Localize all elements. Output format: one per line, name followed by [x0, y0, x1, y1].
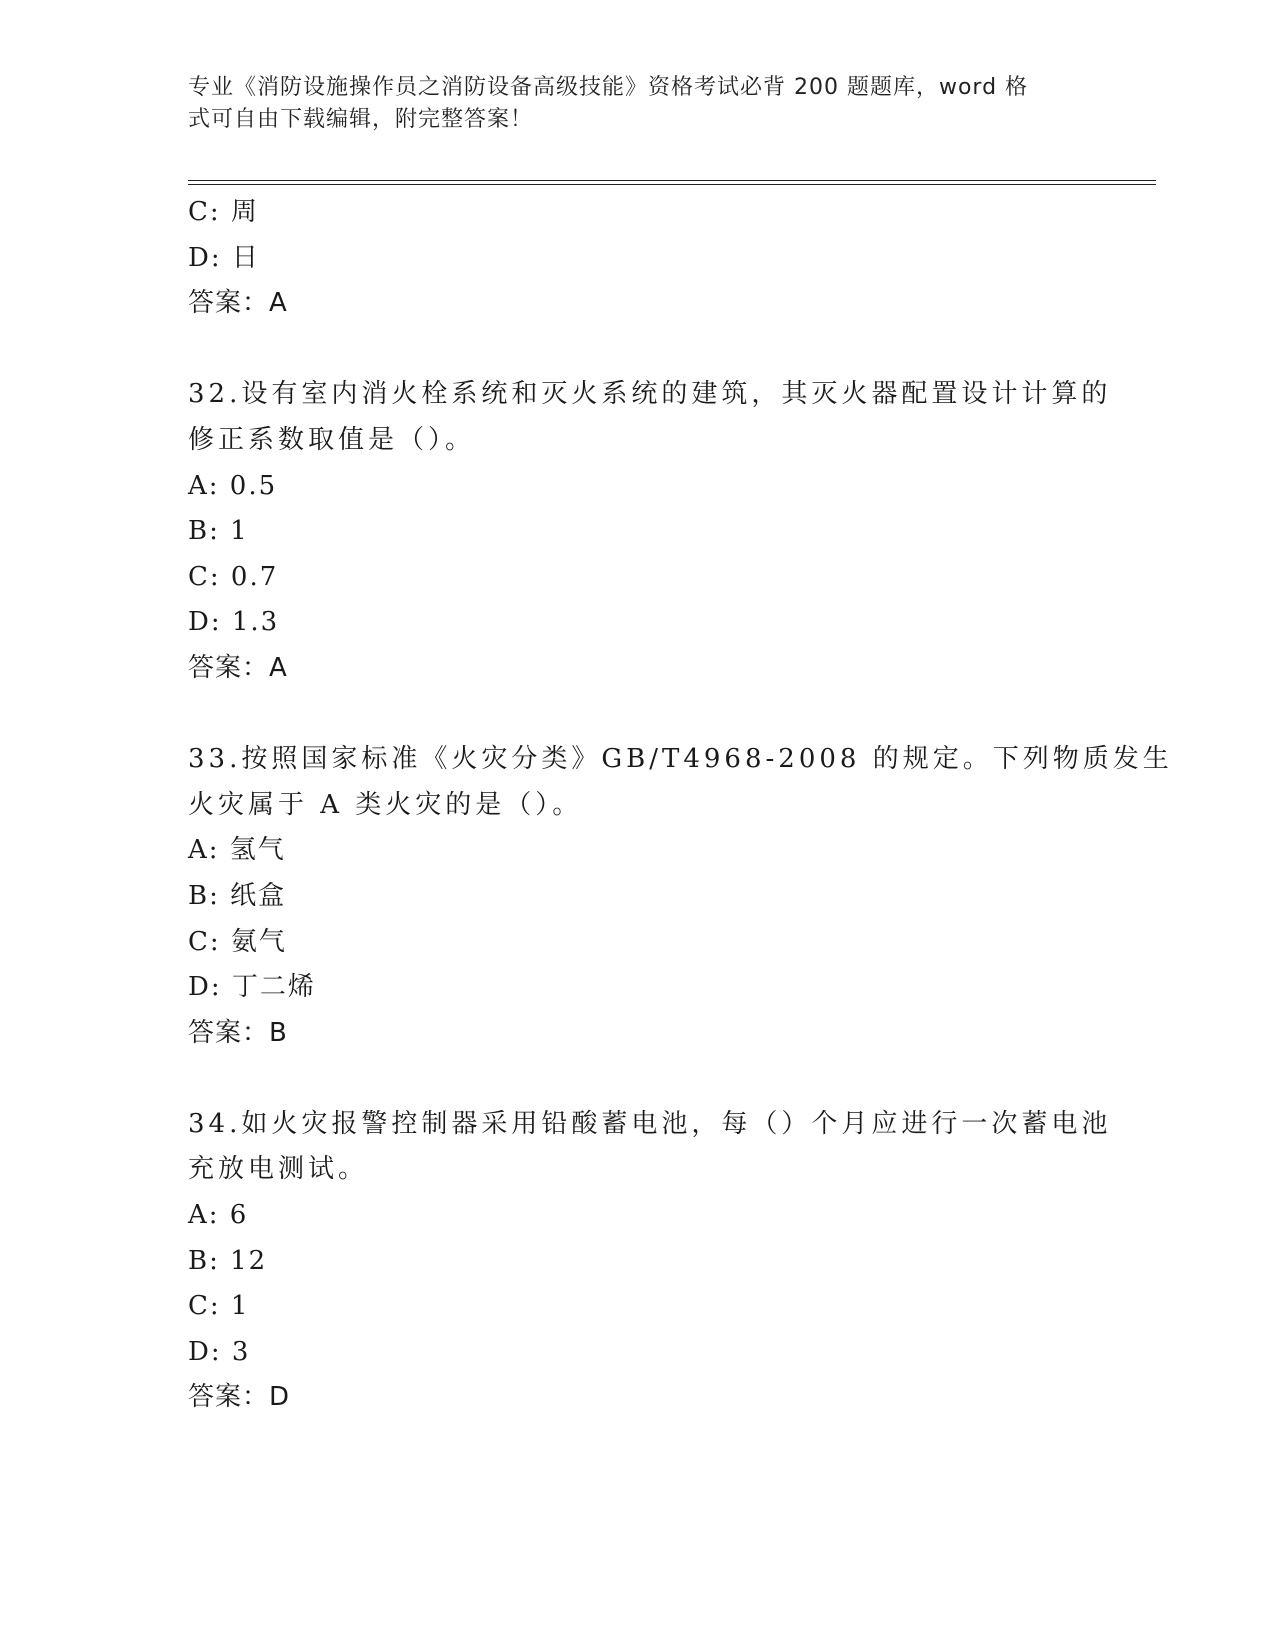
option-d: D: 丁二烯: [188, 972, 316, 1003]
question-text-line-2: 充放电测试。: [188, 1154, 369, 1185]
question-text-line-1: 34.如火灾报警控制器采用铅酸蓄电池，每（）个月应进行一次蓄电池: [188, 1108, 1112, 1139]
question-text-line-2: 火灾属于 A 类火灾的是（）。: [188, 789, 583, 820]
option-d: D: 1.3: [188, 607, 280, 638]
answer-line: 答案：A: [188, 288, 288, 319]
header-line-2: 式可自由下载编辑，附完整答案！: [188, 107, 534, 132]
question-content: [188, 190, 1173, 1421]
question-block: [188, 372, 1112, 691]
answer-line: 答案：D: [188, 1382, 291, 1413]
option-c: C: 0.7: [188, 561, 279, 592]
header-divider-bottom: [188, 184, 1156, 185]
spacer: [188, 1056, 1088, 1102]
document-header: [188, 72, 1068, 136]
option-b: B: 1: [188, 516, 249, 547]
question-text-line-1: 32.设有室内消火栓系统和灭火系统的建筑，其灭火器配置设计计算的: [188, 379, 1112, 410]
option-b: B: 12: [188, 1245, 268, 1276]
answer-line: 答案：B: [188, 1017, 288, 1048]
option-c: C: 氨气: [188, 926, 287, 957]
option-c: C: 周: [188, 197, 259, 227]
option-a: A: 6: [188, 1200, 249, 1231]
spacer: [188, 327, 1088, 373]
option-c: C: 1: [188, 1291, 250, 1322]
question-block: [188, 1102, 1112, 1421]
option-a: A: 0.5: [188, 470, 278, 501]
question-block: [188, 737, 1173, 1056]
option-d: D: 日: [188, 242, 260, 273]
option-b: B: 纸盒: [188, 880, 287, 911]
spacer: [188, 692, 1088, 738]
question-text-line-2: 修正系数取值是（）。: [188, 424, 476, 455]
option-d: D: 3: [188, 1336, 251, 1367]
answer-line: 答案：A: [188, 652, 288, 683]
option-a: A: 氢气: [188, 835, 286, 866]
header-divider-top: [188, 180, 1156, 181]
question-text-line-1: 33.按照国家标准《火灾分类》GB/T4968-2008 的规定。下列物质发生: [188, 744, 1173, 775]
continued-question: [188, 190, 1088, 327]
header-line-1: 专业《消防设施操作员之消防设备高级技能》资格考试必背 200 题题库，word 格: [188, 75, 1029, 100]
